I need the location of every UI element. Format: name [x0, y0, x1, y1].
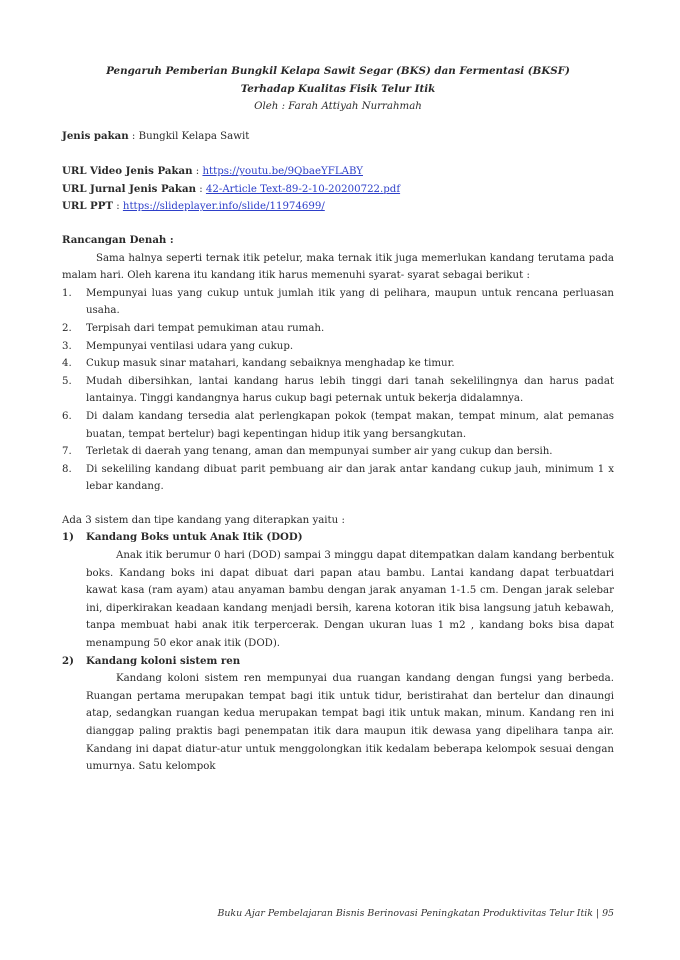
- url-list: [62, 163, 614, 216]
- page-content: [62, 62, 614, 776]
- system-2-number: 2): [62, 654, 74, 667]
- list-number: 8.: [62, 463, 72, 475]
- document-title: [62, 62, 614, 98]
- url-video-line: [62, 163, 614, 181]
- url-video-separator: :: [192, 166, 203, 178]
- feed-line: [62, 128, 614, 146]
- system-2-title: Kandang koloni sistem ren: [86, 654, 241, 667]
- url-ppt-separator: :: [112, 201, 123, 213]
- footer-text: Buku Ajar Pembelajaran Bisnis Berinovasi Peningkatan Produktivitas Telur Itik: [217, 908, 593, 919]
- url-journal-label: URL Jurnal Jenis Pakan: [62, 182, 196, 195]
- system-1-title: Kandang Boks untuk Anak Itik (DOD): [86, 531, 303, 544]
- url-ppt-line: [62, 198, 614, 216]
- author-line: Oleh : Farah Attiyah Nurrahmah: [254, 101, 422, 112]
- list-text: Mudah dibersihkan, lantai kandang harus lebih tinggi dari tanah sekelilingnya dan harus padat lantainya. Tinggi kandangnya harus cukup bagi peternak untuk bekerja didalamnya.: [86, 375, 614, 405]
- feed-value: Bungkil Kelapa Sawit: [138, 130, 250, 142]
- list-text: Mempunyai luas yang cukup untuk jumlah itik yang di pelihara, maupun untuk rencana perluasan usaha.: [86, 287, 614, 317]
- url-ppt-label: URL PPT: [62, 200, 113, 213]
- list-number: 1.: [62, 287, 72, 299]
- list-number: 6.: [62, 410, 72, 422]
- title-line-2: Terhadap Kualitas Fisik Telur Itik: [240, 83, 436, 95]
- list-text: Terpisah dari tempat pemukiman atau rumah.: [86, 322, 325, 334]
- list-item: [62, 373, 614, 408]
- list-number: 4.: [62, 358, 72, 370]
- list-text: Di dalam kandang tersedia alat perlengkapan pokok (tempat makan, tempat minum, alat pemanas buatan, tempat bertelur) bagi kepentingan hidup itik yang bersangkutan.: [86, 410, 614, 440]
- list-number: 5.: [62, 375, 72, 387]
- list-item: [62, 285, 614, 320]
- url-video-link[interactable]: https://youtu.be/9QbaeYFLABY: [202, 166, 363, 178]
- list-text: Di sekeliling kandang dibuat parit pembuang air dan jarak antar kandang cukup jauh, minimum 1 x lebar kandang.: [86, 463, 614, 493]
- list-number: 7.: [62, 446, 72, 458]
- section-intro: Sama halnya seperti ternak itik petelur, maka ternak itik juga memerlukan kandang terutama pada malam hari. Oleh karena itu kandang itik harus memenuhi syarat- syarat sebagai berikut :: [62, 252, 614, 282]
- url-ppt-link[interactable]: https://slideplayer.info/slide/11974699/: [122, 201, 325, 213]
- list-item: [62, 320, 614, 338]
- section-heading: Rancangan Denah :: [62, 233, 174, 246]
- system-1: [62, 529, 614, 652]
- page-footer: [62, 908, 614, 919]
- list-number: 2.: [62, 322, 72, 334]
- list-item: [62, 443, 614, 461]
- url-video-label: URL Video Jenis Pakan: [62, 165, 193, 178]
- feed-separator: :: [128, 130, 139, 142]
- page-number: 95: [602, 908, 614, 919]
- system-2-text: Kandang koloni sistem ren mempunyai dua ruangan kandang dengan fungsi yang berbeda. Ruangan pertama merupakan tempat bagi itik untuk tidur, beristirahat dan bertelur dan dinaungi atap, sedangkan ruangan kedua merupakan tempat bagi itik untuk makan, minum. Kandang ren ini dianggap paling praktis bagi penempatan itik dara maupun itik dewasa yang dipelihara tanpa air. Kandang ini dapat diatur-atur untuk menggolongkan itik kedalam beberapa kelompok sesuai dengan umurnya. Satu kelompok: [86, 673, 614, 773]
- footer-separator: |: [592, 908, 603, 919]
- system-1-number: 1): [62, 531, 74, 544]
- system-1-text: Anak itik berumur 0 hari (DOD) sampai 3 minggu dapat ditempatkan dalam kandang berbentuk boks. Kandang boks ini dapat dibuat dari papan atau bambu. Lantai kandang dapat terbuatdari kawat kasa (ram ayam) atau anyaman bambu dengan jarak anyaman 1-1.5 cm. Dengan jarak selebar ini, diperkirakan keadaan kandang menjadi bersih, karena kotoran itik bisa langsung jatuh kebawah, tanpa membuat habi anak itik terpercerak. Dengan ukuran luas 1 m2 , kandang boks bisa dapat menampung 50 ekor anak itik (DOD).: [86, 550, 614, 650]
- list-text: Cukup masuk sinar matahari, kandang sebaiknya menghadap ke timur.: [86, 358, 455, 370]
- system-2: [62, 653, 614, 776]
- feed-label: Jenis pakan: [62, 129, 129, 142]
- system-1-heading: [62, 529, 614, 547]
- list-item: [62, 355, 614, 373]
- list-item: [62, 338, 614, 356]
- requirements-list: [62, 285, 614, 496]
- system-2-heading: [62, 653, 614, 671]
- list-number: 3.: [62, 340, 72, 352]
- url-journal-line: [62, 181, 614, 199]
- list-item: [62, 461, 614, 496]
- url-journal-separator: :: [196, 183, 206, 195]
- systems-intro: Ada 3 sistem dan tipe kandang yang diterapkan yaitu :: [62, 514, 345, 526]
- title-line-1: Pengaruh Pemberian Bungkil Kelapa Sawit Segar (BKS) dan Fermentasi (BKSF): [106, 65, 570, 77]
- list-text: Terletak di daerah yang tenang, aman dan mempunyai sumber air yang cukup dan bersih.: [86, 446, 553, 458]
- url-journal-link[interactable]: 42-Article Text-89-2-10-20200722.pdf: [205, 183, 401, 195]
- list-item: [62, 408, 614, 443]
- list-text: Mempunyai ventilasi udara yang cukup.: [86, 340, 294, 352]
